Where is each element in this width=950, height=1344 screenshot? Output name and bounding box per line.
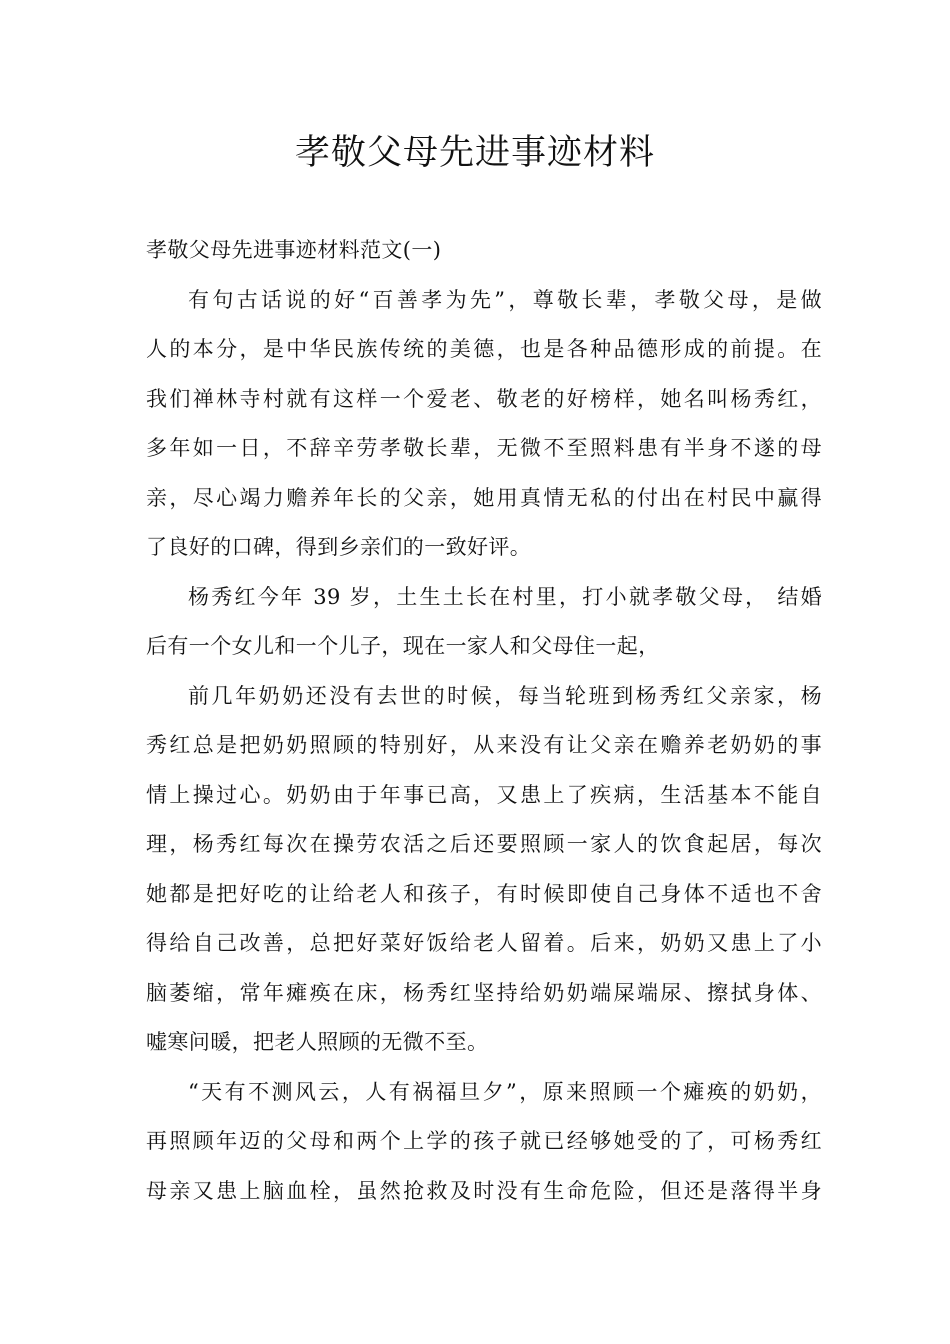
- document-title: 孝敬父母先进事迹材料: [294, 133, 655, 173]
- text-line: 了良好的口碑，得到乡亲们的一致好评。: [146, 535, 532, 559]
- text-line: 嘘寒问暖，把老人照顾的无微不至。: [146, 1030, 489, 1054]
- text-line: 有句古话说的好“百善孝为先”，尊敬长辈，孝敬父母，是做: [188, 287, 822, 312]
- text-line: 前几年奶奶还没有去世的时候，每当轮班到杨秀红父亲家，杨: [188, 683, 822, 708]
- text-line: 再照顾年迈的父母和两个上学的孩子就已经够她受的了，可杨秀红: [146, 1129, 822, 1153]
- text-line: 得给自己改善，总把好菜好饭给老人留着。后来，奶奶又患上了小: [146, 931, 822, 955]
- text-line: 亲，尽心竭力赡养年长的父亲，她用真情无私的付出在村民中赢得: [146, 485, 822, 510]
- text-line: 她都是把好吃的让给老人和孩子，有时候即使自己身体不适也不舍: [146, 881, 822, 906]
- text-line: 我们禅林寺村就有这样一个爱老、敬老的好榜样，她名叫杨秀红，: [146, 386, 822, 411]
- text-line: 人的本分，是中华民族传统的美德，也是各种品德形成的前提。在: [146, 337, 822, 361]
- text-line: 秀红总是把奶奶照顾的特别好，从来没有让父亲在赡养老奶奶的事: [146, 733, 822, 757]
- text-line: “天有不测风云，人有祸福旦夕”，原来照顾一个瘫痪的奶奶，: [188, 1079, 822, 1104]
- text-line: 母亲又患上脑血栓，虽然抢救及时没有生命危险，但还是落得半身: [146, 1178, 822, 1203]
- text-line: 后有一个女儿和一个儿子，现在一家人和父母住一起，: [146, 634, 660, 658]
- text-line: 理，杨秀红每次在操劳农活之后还要照顾一家人的饮食起居，每次: [146, 832, 822, 856]
- text-line: 情上操过心。奶奶由于年事已高，又患上了疾病，生活基本不能自: [146, 782, 822, 807]
- text-line: 脑萎缩，常年瘫痪在床，杨秀红坚持给奶奶端屎端尿、擦拭身体、: [146, 980, 822, 1005]
- document-body: [146, 226, 822, 1216]
- text-line: 孝敬父母先进事迹材料范文(一): [146, 238, 442, 262]
- text-line: 多年如一日，不辞辛劳孝敬长辈，无微不至照料患有半身不遂的母: [146, 436, 822, 460]
- text-line: 杨秀红今年 39 岁，土生土长在村里，打小就孝敬父母， 结婚: [188, 584, 822, 609]
